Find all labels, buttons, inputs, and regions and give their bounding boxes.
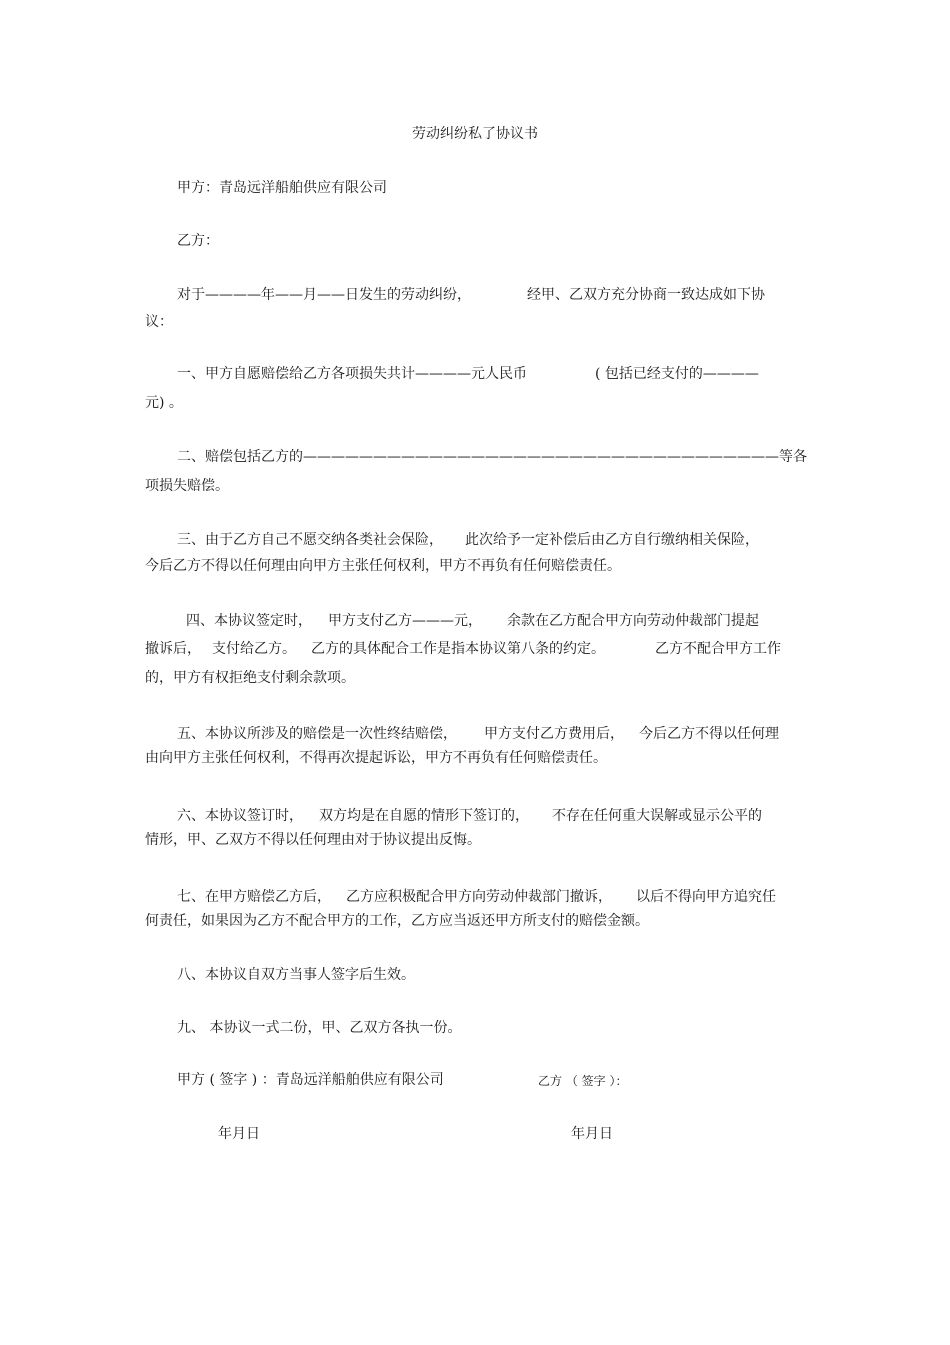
clause8-line: 八、本协议自双方当事人签字后生效。 — [177, 967, 415, 983]
clause6-line1-a: 六、本协议签订时， — [177, 808, 303, 824]
clause4-line1-a: 四、本协议签定时， — [186, 613, 312, 629]
intro-line1-a: 对于————年——月——日发生的劳动纠纷， — [177, 287, 471, 303]
clause5-line2: 由向甲方主张任何权利，不得再次提起诉讼，甲方不再负有任何赔偿责任。 — [145, 750, 607, 766]
clause1-line1-a: 一、甲方自愿赔偿给乙方各项损失共计————元人民币 — [177, 366, 527, 382]
party-b-line: 乙方： — [177, 233, 219, 249]
clause2-line1: 二、赔偿包括乙方的——————————————————————————————————等各 — [177, 449, 807, 465]
clause7-line2: 何责任，如果因为乙方不配合甲方的工作，乙方应当返还甲方所支付的赔偿金额。 — [145, 913, 649, 929]
signature-party-b: 乙方 （ 签字 ）： — [538, 1074, 628, 1088]
document-title: 劳动纠纷私了协议书 — [412, 126, 538, 142]
clause4-line2-c: 乙方的具体配合工作是指本协议第八条的约定。 — [311, 641, 605, 657]
signature-date-b: 年月日 — [571, 1126, 613, 1142]
clause9-line: 九、 本协议一式二份，甲、乙双方各执一份。 — [177, 1020, 462, 1036]
clause5-line1-a: 五、本协议所涉及的赔偿是一次性终结赔偿， — [177, 726, 457, 742]
clause3-line1-b: 此次给予一定补偿后由乙方自行缴纳相关保险， — [465, 532, 759, 548]
clause2-line2: 项损失赔偿。 — [145, 478, 229, 494]
clause7-line1-c: 以后不得向甲方追究任 — [636, 889, 776, 905]
clause4-line2-d: 乙方不配合甲方工作 — [655, 641, 781, 657]
intro-line2: 议： — [145, 314, 173, 330]
clause4-line3: 的，甲方有权拒绝支付剩余款项。 — [145, 670, 355, 686]
clause6-line1-c: 不存在任何重大误解或显示公平的 — [552, 808, 762, 824]
clause4-line1-b: 甲方支付乙方———元， — [328, 613, 482, 629]
clause7-line1-b: 乙方应积极配合甲方向劳动仲裁部门撤诉， — [346, 889, 612, 905]
clause4-line2-a: 撤诉后， — [145, 641, 201, 657]
intro-line1-b: 经甲、乙双方充分协商一致达成如下协 — [527, 287, 765, 303]
clause7-line1-a: 七、在甲方赔偿乙方后， — [177, 889, 331, 905]
clause3-line1-a: 三、由于乙方自己不愿交纳各类社会保险， — [177, 532, 443, 548]
clause6-line2: 情形，甲、乙双方不得以任何理由对于协议提出反悔。 — [145, 832, 481, 848]
clause4-line2-b: 支付给乙方。 — [212, 641, 296, 657]
clause6-line1-b: 双方均是在自愿的情形下签订的， — [319, 808, 529, 824]
clause1-line2: 元) 。 — [145, 395, 183, 411]
signature-date-a: 年月日 — [218, 1126, 260, 1142]
clause3-line2: 今后乙方不得以任何理由向甲方主张任何权利，甲方不再负有任何赔偿责任。 — [145, 558, 621, 574]
clause5-line1-c: 今后乙方不得以任何理 — [639, 726, 779, 742]
signature-party-a: 甲方 ( 签字 ) ：青岛远洋船舶供应有限公司 — [177, 1072, 444, 1088]
clause5-line1-b: 甲方支付乙方费用后， — [484, 726, 624, 742]
clause4-line1-c: 余款在乙方配合甲方向劳动仲裁部门提起 — [507, 613, 759, 629]
clause1-line1-b: ( 包括已经支付的———— — [595, 366, 759, 382]
party-a-line: 甲方：青岛远洋船舶供应有限公司 — [177, 180, 387, 196]
